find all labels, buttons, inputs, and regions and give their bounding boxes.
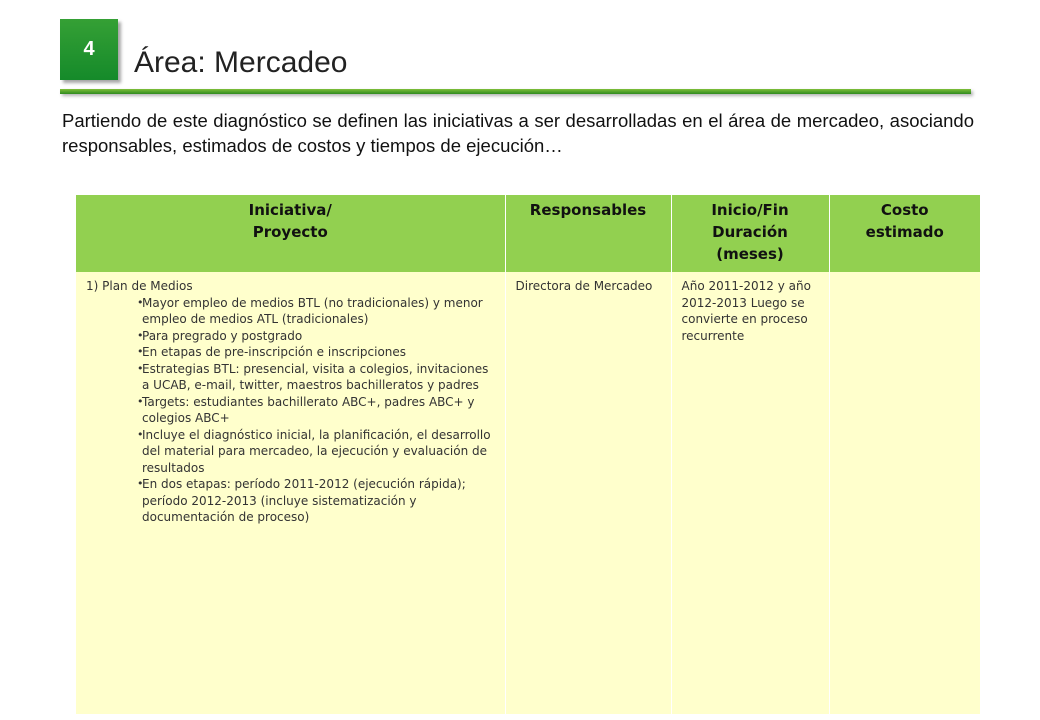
header-initiative-line1: Iniciativa/ [248,201,332,219]
table-header-row [76,195,980,272]
list-item: • Incluye el diagnóstico inicial, la planificación, el desarrollo del material para mercadeo, la ejecución y evaluación de resultados [142,427,495,477]
header-dates [671,195,829,272]
page-title: Área: Mercadeo [134,46,348,79]
list-item: • Mayor empleo de medios BTL (no tradicionales) y menor empleo de medios ATL (tradicionales) [142,295,495,328]
header-initiative-line2: Proyecto [252,223,328,241]
header-dates-line2: Duración [712,223,788,241]
header-dates-line1: Inicio/Fin [711,201,789,219]
cell-dates [671,272,829,714]
intro-paragraph: Partiendo de este diagnóstico se definen las iniciativas a ser desarrolladas en el área de mercadeo, asociando responsables, estimados de costos y tiempos de ejecución… [62,110,974,156]
header-cost-line2: estimado [865,223,944,241]
cell-cost [829,272,980,714]
header-initiative [76,195,505,272]
list-item: • En dos etapas: período 2011-2012 (ejecución rápida); período 2012-2013 (incluye sistematización y documentación de proceso) [142,476,495,526]
cell-responsible [505,272,671,714]
header-cost-line1: Costo [880,201,929,219]
title-divider [60,89,971,94]
header-dates-line3: (meses) [716,245,784,263]
cell-initiative [76,272,505,714]
slide-number-badge [60,19,118,80]
responsible-value: Directora de Mercadeo [515,279,653,293]
list-item: • Estrategias BTL: presencial, visita a colegios, invitaciones a UCAB, e-mail, twitter, maestros bachilleratos y padres [142,361,495,394]
initiatives-table [76,195,980,714]
header-responsible [505,195,671,272]
header-cost [829,195,980,272]
list-item: • En etapas de pre-inscripción e inscripciones [142,344,495,361]
list-item: • Targets: estudiantes bachillerato ABC+, padres ABC+ y colegios ABC+ [142,394,495,427]
initiative-item-list [86,295,495,526]
list-item: • Para pregrado y postgrado [142,328,495,345]
dates-value: Año 2011-2012 y año 2012-2013 Luego se convierte en proceso recurrente [681,279,811,343]
slide-number: 4 [83,38,95,60]
initiative-title: 1) Plan de Medios [86,279,193,293]
header-responsible-label: Responsables [529,201,647,219]
table-row [76,272,980,714]
